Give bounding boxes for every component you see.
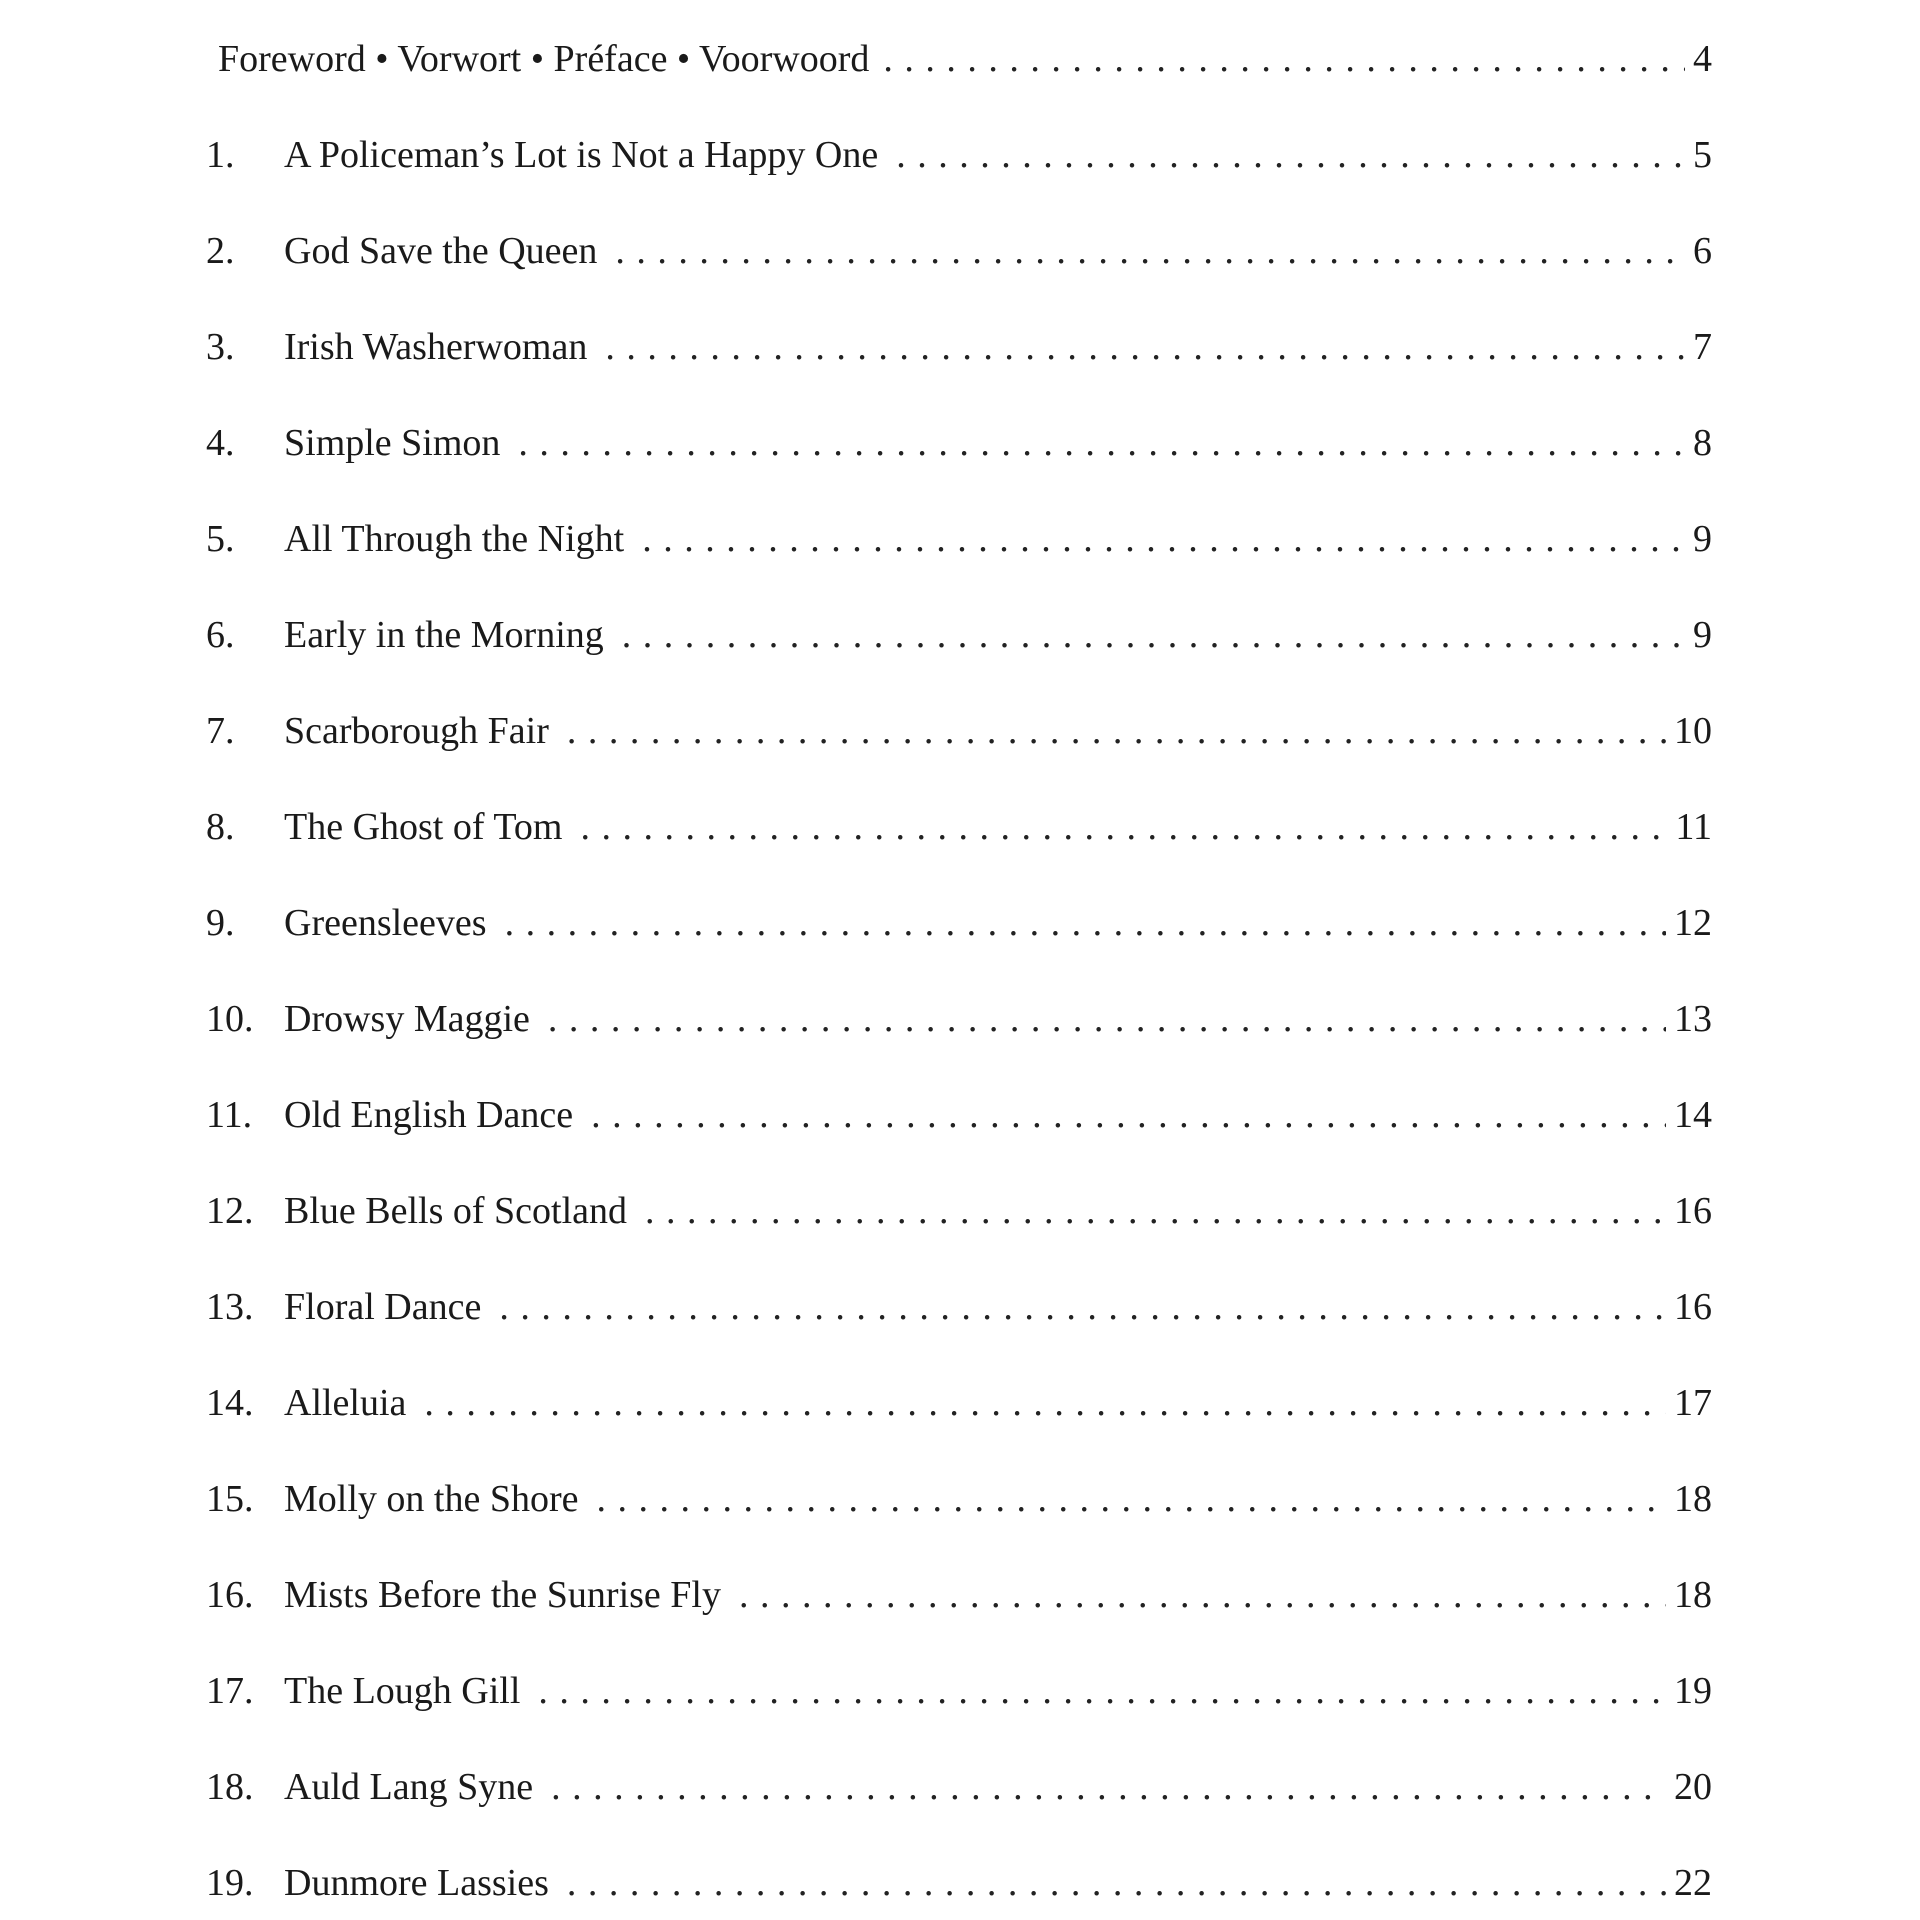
toc-entry-number: 19.	[206, 1862, 254, 1904]
dot-leader	[645, 1181, 1666, 1241]
toc-entry-title: All Through the Night	[284, 518, 625, 560]
toc-entry-title: God Save the Queen	[284, 230, 598, 272]
dot-leader	[505, 893, 1666, 953]
dot-leader	[596, 1469, 1666, 1529]
toc-entry-number: 18.	[206, 1766, 254, 1808]
toc-entry-page-number: 18	[1674, 1478, 1712, 1520]
toc-entry-page-number: 16	[1674, 1286, 1712, 1328]
toc-entry-page-number: 4	[1693, 38, 1712, 80]
toc-entry-title: Greensleeves	[284, 902, 487, 944]
toc-entry-page-number: 5	[1693, 134, 1712, 176]
dot-leader	[580, 797, 1667, 857]
toc-entry-title: The Lough Gill	[284, 1670, 521, 1712]
dot-leader	[567, 1853, 1666, 1913]
toc-entry-title: Alleluia	[284, 1382, 407, 1424]
toc-entry-number: 10.	[206, 998, 254, 1040]
toc-entry-page-number: 19	[1674, 1670, 1712, 1712]
toc-entry-page-number: 20	[1674, 1766, 1712, 1808]
toc-entry-number: 5.	[206, 518, 235, 560]
toc-entry[interactable]	[206, 1565, 1712, 1625]
toc-entry-title: Blue Bells of Scotland	[284, 1190, 628, 1232]
toc-entry-foreword[interactable]	[218, 29, 1712, 89]
toc-entry[interactable]	[206, 1469, 1712, 1529]
toc-entry[interactable]	[206, 1373, 1712, 1433]
toc-entry-number: 9.	[206, 902, 235, 944]
toc-entry[interactable]	[206, 317, 1712, 377]
toc-entry-title: Simple Simon	[284, 422, 501, 464]
toc-entry-title: The Ghost of Tom	[284, 806, 563, 848]
toc-entry-page-number: 11	[1675, 806, 1712, 848]
dot-leader	[518, 413, 1685, 473]
toc-entry-title: Molly on the Shore	[284, 1478, 579, 1520]
dot-leader	[424, 1373, 1666, 1433]
dot-leader	[642, 509, 1685, 569]
toc-entry[interactable]	[206, 1661, 1712, 1721]
toc-entry-page-number: 9	[1693, 518, 1712, 560]
toc-entry-number: 6.	[206, 614, 235, 656]
toc-entry-number: 14.	[206, 1382, 254, 1424]
toc-entry-title: Mists Before the Sunrise Fly	[284, 1574, 721, 1616]
toc-entry-number: 1.	[206, 134, 235, 176]
dot-leader	[605, 317, 1685, 377]
dot-leader	[591, 1085, 1666, 1145]
toc-entry-number: 12.	[206, 1190, 254, 1232]
toc-entry-number: 16.	[206, 1574, 254, 1616]
dot-leader	[499, 1277, 1666, 1337]
toc-entry-title: Dunmore Lassies	[284, 1862, 549, 1904]
dot-leader	[567, 701, 1666, 761]
toc-entry-title: A Policeman’s Lot is Not a Happy One	[284, 134, 879, 176]
toc-entry[interactable]	[206, 413, 1712, 473]
toc-entry-number: 13.	[206, 1286, 254, 1328]
toc-entry-number: 15.	[206, 1478, 254, 1520]
toc-entry-number: 4.	[206, 422, 235, 464]
toc-entry-number: 17.	[206, 1670, 254, 1712]
toc-entry[interactable]	[206, 125, 1712, 185]
toc-entry[interactable]	[206, 989, 1712, 1049]
toc-entry-title: Old English Dance	[284, 1094, 574, 1136]
toc-entry-title: Scarborough Fair	[284, 710, 549, 752]
toc-entry-page-number: 13	[1674, 998, 1712, 1040]
toc-entry-page-number: 16	[1674, 1190, 1712, 1232]
toc-entry-page-number: 18	[1674, 1574, 1712, 1616]
toc-entry[interactable]	[206, 701, 1712, 761]
toc-entry[interactable]	[206, 797, 1712, 857]
toc-entry[interactable]	[206, 605, 1712, 665]
dot-leader	[548, 989, 1666, 1049]
toc-entry-title: Irish Washerwoman	[284, 326, 588, 368]
toc-entry-number: 8.	[206, 806, 235, 848]
toc-entry-title: Drowsy Maggie	[284, 998, 530, 1040]
toc-entry[interactable]	[206, 1181, 1712, 1241]
toc-entry-page-number: 22	[1674, 1862, 1712, 1904]
toc-entry-number: 2.	[206, 230, 235, 272]
toc-entry-page-number: 9	[1693, 614, 1712, 656]
toc-entry-page-number: 10	[1674, 710, 1712, 752]
toc-entry[interactable]	[206, 1757, 1712, 1817]
toc-entry-number: 3.	[206, 326, 235, 368]
toc-entry-title: Early in the Morning	[284, 614, 604, 656]
dot-leader	[551, 1757, 1666, 1817]
dot-leader	[896, 125, 1685, 185]
dot-leader	[622, 605, 1685, 665]
toc-entry-title: Auld Lang Syne	[284, 1766, 534, 1808]
toc-entry[interactable]	[206, 893, 1712, 953]
toc-entry-title: Floral Dance	[284, 1286, 482, 1328]
toc-entry-number: 7.	[206, 710, 235, 752]
toc-entry-number: 11.	[206, 1094, 253, 1136]
dot-leader	[538, 1661, 1666, 1721]
toc-entry[interactable]	[206, 1277, 1712, 1337]
dot-leader	[883, 29, 1685, 89]
toc-entry[interactable]	[206, 509, 1712, 569]
toc-entry-page-number: 6	[1693, 230, 1712, 272]
dot-leader	[739, 1565, 1666, 1625]
dot-leader	[615, 221, 1685, 281]
toc-entry-page-number: 14	[1674, 1094, 1712, 1136]
toc-entry[interactable]	[206, 1085, 1712, 1145]
toc-entry[interactable]	[206, 221, 1712, 281]
toc-entry-page-number: 7	[1693, 326, 1712, 368]
toc-entry-page-number: 17	[1674, 1382, 1712, 1424]
toc-entry-title: Foreword • Vorwort • Préface • Voorwoord	[218, 38, 870, 80]
toc-entry-page-number: 8	[1693, 422, 1712, 464]
toc-entry[interactable]	[206, 1853, 1712, 1913]
toc-entry-page-number: 12	[1674, 902, 1712, 944]
